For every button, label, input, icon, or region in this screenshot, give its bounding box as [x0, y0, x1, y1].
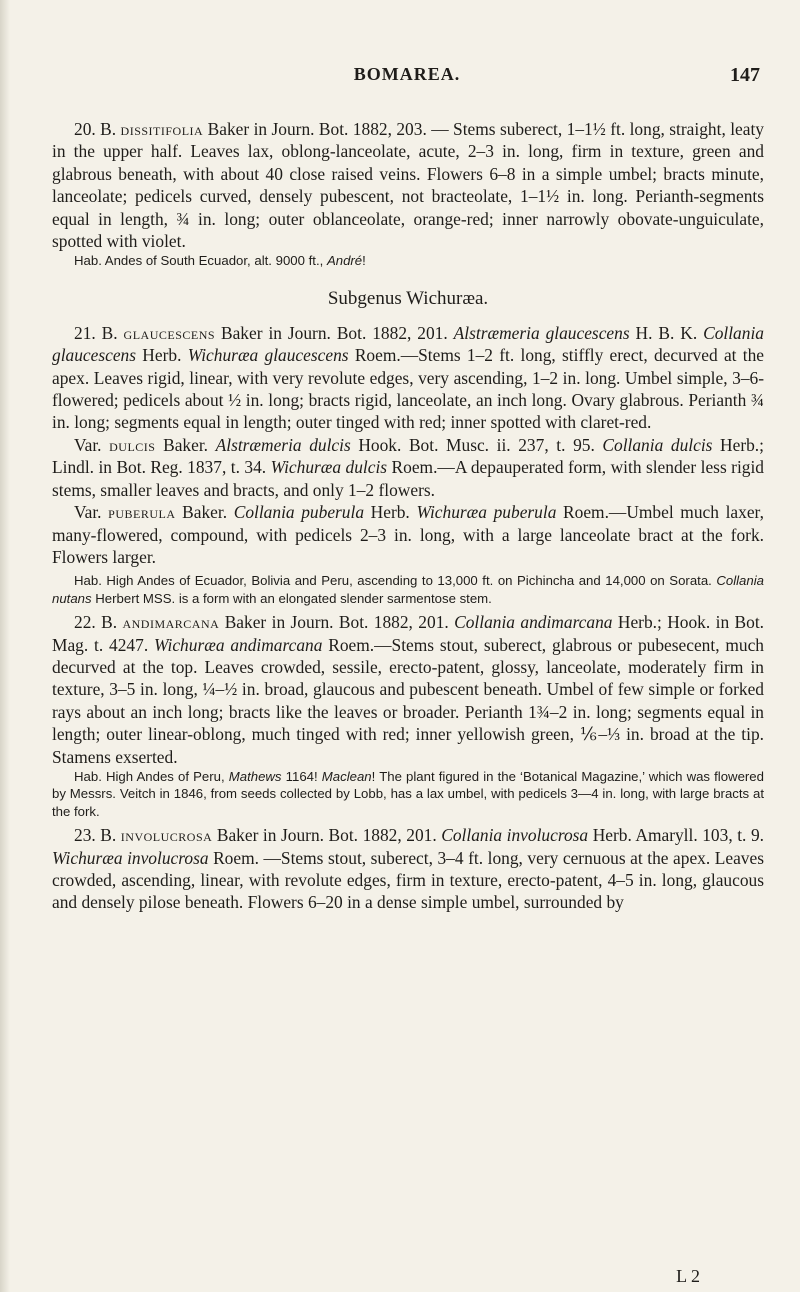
species-name: involucrosa — [120, 825, 213, 846]
entry-23-description: 23. B. involucrosa Baker in Journ. Bot. 1882, 201. Collania involucrosa Herb. Amaryll. 103, t. 9. Wichuræa involucrosa Roem. —Stems stout, suberect, 3–4 ft. long, very cernuous at the apex. Leaves crowded, ascending, linear, with revolute edges, firm in texture, erecto-patent, 4–5 in. long, glaucous and densely pilose beneath. Flowers 6–20 in a dense simple umbel, surrounded by — [52, 825, 764, 913]
entry-20-description: 20. B. dissitifolia Baker in Journ. Bot. 1882, 203. — Stems suberect, 1–1½ ft. long, straight, leaty in the upper half. Leaves lax, oblong-lanceolate, acute, 2–3 in. long, firm in texture, green and glabrous beneath, with about 40 close raised veins. Flowers 6–8 in a simple umbel; bracts minute, lanceolate; pedicels curved, densely pubescent, not bracteolate, 1–1½ in. long. Perianth-segments equal in length, ¾ in. long; outer oblanceolate, orange-red; inner narrowly obovate-unguiculate, spotted with violet. — [52, 119, 764, 252]
running-head-title: BOMAREA. — [353, 64, 461, 84]
running-head — [44, 64, 770, 88]
species-name: glaucescens — [123, 322, 216, 343]
entry-21-description: 21. B. glaucescens Baker in Journ. Bot. 1882, 201. Alstræmeria glaucescens H. B. K. Collania glaucescens Herb. Wichuræa glaucescens Roem.—Stems 1–2 ft. long, stiffly erect, decurved at the apex. Leaves rigid, linear, with very revolute edges, very ascending, 1–2 in. long. Umbel simple, 3–6-flowered; pedicels about ½ in. long; bracts rigid, lanceolate, an inch long. Ovary glabrous. Perianth ¾ in. long; segments equal in length; outer tinged with red; inner spotted with claret-red. — [52, 322, 765, 433]
book-page — [44, 0, 770, 1292]
page-number: 147 — [730, 64, 760, 86]
entry-21-habitat: Hab. High Andes of Ecuador, Bolivia and Peru, ascending to 13,000 ft. on Pichincha and 14,000 on Sorata. Collania nutans Herbert MSS. is a form with an elongated slender sarmentose stem. — [52, 573, 764, 606]
species-name: dissitifolia — [120, 119, 204, 139]
entry-22-description: 22. B. andimarcana Baker in Journ. Bot. 1882, 201. Collania andimarcana Herb.; Hook. in Bot. Mag. t. 4247. Wichuræa andimarcana Roem.—Stems stout, suberect, glabrous or pubesecent, much decurved at the top. Leaves crowded, sessile, erecto-patent, glossy, lanceolate, moderately firm in texture, 3–5 in. long, ¼–½ in. broad, glaucous and pubescent beneath. Umbel of few simple or forked rays about an inch long; bracts like the leaves or broader. Perianth 1¾–2 in. long; segments equal in length; outer linear-oblong, much tinged with red; inner yellowish green, ⅙–⅓ in. broad at the tip. Stamens exserted. — [52, 612, 765, 767]
variety-name: puberula — [108, 502, 176, 523]
entry-20-habitat: Hab. Andes of South Ecuador, alt. 9000 ft., André! — [74, 253, 366, 269]
variety-dulcis: Var. dulcis Baker. Alstræmeria dulcis Hook. Bot. Musc. ii. 237, t. 95. Collania dulcis Herb.; Lindl. in Bot. Reg. 1837, t. 34. Wichuræa dulcis Roem.—A depauperated form, with slender less rigid stems, smaller leaves and bracts, and only 1–2 flowers. — [52, 434, 765, 500]
page-binding-shadow — [0, 0, 10, 1292]
species-name: andimarcana — [122, 612, 220, 633]
variety-name: dulcis — [109, 434, 156, 455]
page-content — [52, 118, 764, 914]
subgenus-heading: Subgenus Wichuræa. — [327, 287, 489, 309]
signature-mark: L 2 — [676, 1266, 700, 1286]
variety-puberula: Var. puberula Baker. Collania puberula Herb. Wichuræa puberula Roem.—Umbel much laxer, many-flowered, compound, with pedicels 2–3 in. long, with a large lanceolate bract at the fork. Flowers larger. — [52, 502, 764, 567]
entry-22-habitat: Hab. High Andes of Peru, Mathews 1164! Maclean! The plant figured in the ‘Botanical Magazine,’ which was flowered by Messrs. Veitch in 1846, from seeds collected by Lobb, has a lax umbel, with pedicels 3—4 in. long, with large bracts at the fork. — [52, 768, 764, 819]
